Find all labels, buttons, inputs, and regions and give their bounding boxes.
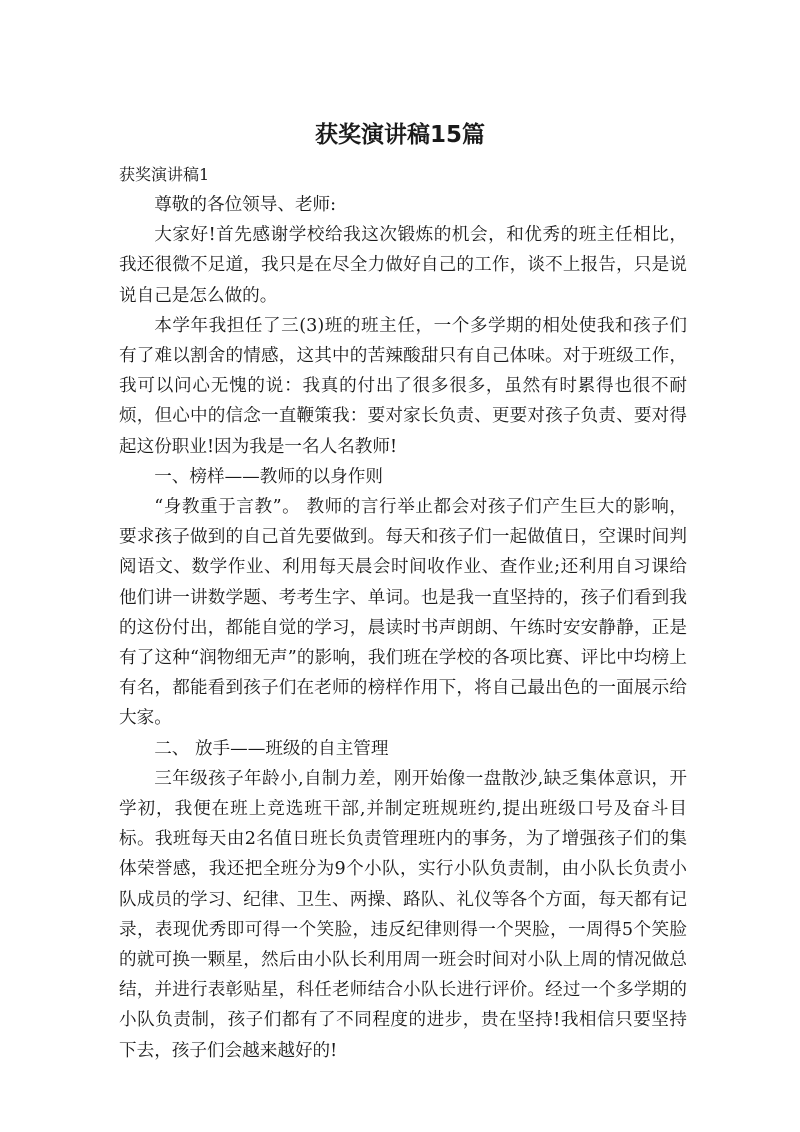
section-heading-role-model: 一、榜样——教师的以身作则 (154, 466, 383, 487)
background-paragraph: 本学年我担任了三(3)班的班主任，一个多学期的相处使我和孩子们有了难以割舍的情感，这其中的苦辣酸甜只有自己体味。对于班级工作，我可以问心无愧的说：我真的付出了很多很多，虽然有时累得也很不耐烦，但心中的信念一直鞭策我：要对家长负责、更要对孩子负责、要对得起这份职业!因为我是一名人名教师! (119, 315, 687, 457)
section-heading-self-management: 二、 放手——班级的自主管理 (154, 738, 389, 759)
document-body (119, 160, 687, 1066)
greeting-paragraph: 尊敬的各位领导、老师: (154, 195, 337, 215)
role-model-paragraph: “身教重于言教”。 教师的言行举止都会对孩子们产生巨大的影响，要求孩子做到的自己首先要做到。每天和孩子们一起做值日，空课时间判阅语文、数学作业、利用每天晨会时间收作业、查作业;还利用自习课给他们讲一讲数学题、考考生字、单词。也是我一直坚持的，孩子们看到我的这份付出，都能自觉的学习，晨读时书声朗朗、午练时安安静静，正是有了这种“润物细无声”的影响，我们班在学校的各项比赛、评比中均榜上有名，都能看到孩子们在老师的榜样作用下，将自己最出色的一面展示给大家。 (119, 497, 687, 729)
self-management-paragraph: 三年级孩子年龄小,自制力差，刚开始像一盘散沙,缺乏集体意识，开学初，我便在班上竞选班干部,并制定班规班约,提出班级口号及奋斗目标。我班每天由2名值日班长负责管理班内的事务，为了增强孩子们的集体荣誉感，我还把全班分为9个小队，实行小队负责制，由小队长负责小队成员的学习、纪律、卫生、两操、路队、礼仪等各个方面，每天都有记录，表现优秀即可得一个笑脸，违反纪律则得一个哭脸，一周得5个笑脸的就可换一颗星，然后由小队长利用周一班会时间对小队上周的情况做总结，并进行表彰贴星，科任老师结合小队长进行评价。经过一个多学期的小队负责制，孩子们都有了不同程度的进步，贵在坚持!我相信只要坚持下去，孩子们会越来越好的! (119, 768, 687, 1061)
document-title: 获奖演讲稿15篇 (314, 122, 485, 148)
speech-subtitle: 获奖演讲稿1 (119, 165, 210, 184)
intro-paragraph: 大家好!首先感谢学校给我这次锻炼的机会，和优秀的班主任相比，我还很微不足道，我只是在尽全力做好自己的工作，谈不上报告，只是说说自己是怎么做的。 (119, 225, 687, 306)
